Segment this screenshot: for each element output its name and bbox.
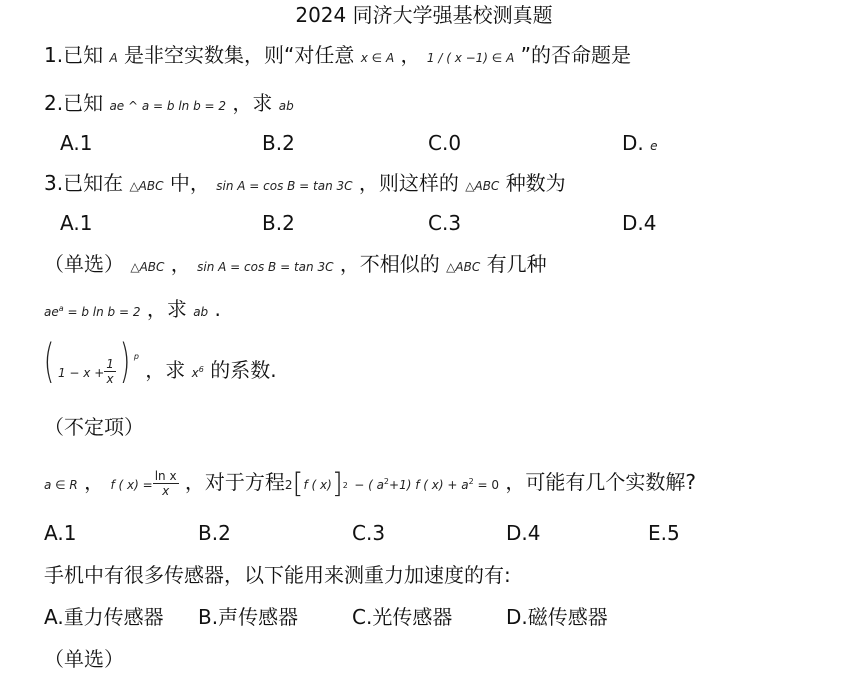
q6-frac-num: 1 bbox=[106, 357, 114, 371]
question-5 bbox=[44, 296, 221, 325]
q5-text-1: ，求 bbox=[146, 297, 187, 321]
q6-text-2: 的系数. bbox=[210, 358, 277, 382]
q7-math-bracket-sup: 2 bbox=[342, 481, 348, 490]
q1-text-1: 是非空实数集，则“对任意 bbox=[124, 43, 355, 67]
q2-prefix: 2.已知 bbox=[44, 91, 104, 115]
q8-text: 手机中有很多传感器，以下能用来测重力加速度的有: bbox=[44, 563, 511, 587]
q6-exponent: p bbox=[133, 352, 139, 361]
q2-option-d-math: e bbox=[650, 139, 658, 153]
q2-math-equation: ae ^ a = b ln b = 2 bbox=[109, 99, 227, 113]
question-4 bbox=[44, 251, 547, 280]
q4-text-1: ， bbox=[170, 252, 191, 276]
question-1 bbox=[44, 42, 631, 71]
q7-text-3: ，可能有几个实数解? bbox=[505, 470, 696, 494]
q7-tag: （不定项） bbox=[44, 415, 144, 439]
page-title bbox=[0, 2, 848, 28]
q6-text-1: ，求 bbox=[145, 358, 186, 382]
q7-option-b: B.2 bbox=[198, 521, 231, 545]
q2-text-1: ，求 bbox=[232, 91, 273, 115]
q3-math-trig: sin A = cos B = tan 3C bbox=[216, 179, 353, 193]
q7-math-coeff: − ( $a^2+1$) f ( $x) + a^2 = 0$ bbox=[354, 477, 499, 492]
q7-option-a: A.1 bbox=[44, 521, 77, 545]
q3-text-2: ，则这样的 bbox=[358, 171, 459, 195]
question-8 bbox=[44, 562, 511, 588]
q6-left-paren: ( bbox=[43, 334, 55, 388]
q4-math-triangle: △ABC bbox=[130, 260, 165, 274]
q1-math-reciprocal: 1 / ( x −1) ∈ A bbox=[426, 51, 515, 65]
q2-option-b: B.2 bbox=[262, 131, 295, 155]
q7-option-d: D.4 bbox=[506, 521, 541, 545]
q3-option-c: C.3 bbox=[428, 211, 462, 235]
q1-math-x-in-a: x ∈ A bbox=[360, 51, 395, 65]
q6-math-expr: 1 − x + bbox=[57, 366, 105, 380]
q6-fraction bbox=[104, 357, 116, 386]
q5-math-ae: $ae^a = b$ ln b = 2 bbox=[44, 304, 141, 319]
q7-left-bracket: [ bbox=[292, 466, 304, 500]
question-6 bbox=[40, 334, 277, 390]
q5-text-2: . bbox=[214, 297, 221, 321]
q7-frac-num: ln x bbox=[154, 469, 177, 483]
q6-math-x6: $x^6$ bbox=[191, 365, 204, 380]
q1-text-3: ”的否命题是 bbox=[520, 43, 632, 67]
q8-option-d: D.磁传感器 bbox=[506, 605, 608, 629]
q4-math-trig: sin A = cos B = tan 3C bbox=[197, 260, 334, 274]
q3-text-1: 中， bbox=[169, 171, 210, 195]
question-3 bbox=[44, 170, 566, 199]
q3-option-d: D.4 bbox=[622, 211, 657, 235]
q8-option-c: C.光传感器 bbox=[352, 605, 453, 629]
q7-fraction bbox=[153, 469, 179, 498]
title-text: 2024 同济大学强基校测真题 bbox=[295, 3, 553, 27]
q8-tag: （单选） bbox=[44, 647, 124, 671]
q2-option-a: A.1 bbox=[60, 131, 93, 155]
q7-math-a-in-r: a ∈ R bbox=[44, 478, 78, 492]
q7-text-2: ，对于方程 bbox=[184, 470, 285, 494]
q3-math-triangle-2: △ABC bbox=[465, 179, 500, 193]
q7-math-fx: f ( x) = bbox=[110, 478, 153, 492]
q1-prefix: 1.已知 bbox=[44, 43, 104, 67]
question-7 bbox=[44, 462, 696, 504]
question-7-tag bbox=[44, 414, 144, 440]
q6-right-paren: ) bbox=[119, 334, 131, 388]
q4-math-triangle-2: △ABC bbox=[446, 260, 481, 274]
q3-text-3: 种数为 bbox=[505, 171, 566, 195]
q8-option-b: B.声传感器 bbox=[198, 605, 299, 629]
q7-text-1: ， bbox=[84, 470, 105, 494]
q3-option-b: B.2 bbox=[262, 211, 295, 235]
q2-option-c: C.0 bbox=[428, 131, 462, 155]
q7-math-two: 2 bbox=[284, 478, 293, 492]
q7-frac-den: x bbox=[162, 484, 170, 498]
q1-text-2: ， bbox=[400, 43, 421, 67]
q1-math-a: A bbox=[109, 51, 118, 65]
q2-option-d bbox=[622, 130, 658, 159]
q4-text-2: ，不相似的 bbox=[339, 252, 440, 276]
q7-option-c: C.3 bbox=[352, 521, 386, 545]
question-8-tag bbox=[44, 646, 124, 672]
q3-prefix: 3.已知在 bbox=[44, 171, 124, 195]
q2-math-ab: ab bbox=[278, 99, 294, 113]
q8-option-a: A.重力传感器 bbox=[44, 605, 164, 629]
q3-option-a: A.1 bbox=[60, 211, 93, 235]
q7-option-e: E.5 bbox=[648, 521, 680, 545]
q7-right-bracket: ] bbox=[331, 466, 343, 500]
q4-text-3: 有几种 bbox=[486, 252, 547, 276]
q6-frac-den: x bbox=[106, 372, 114, 386]
q2-option-d-prefix: D. bbox=[622, 131, 644, 155]
q3-math-triangle: △ABC bbox=[129, 179, 164, 193]
question-2 bbox=[44, 90, 294, 119]
q5-math-ab: ab bbox=[193, 305, 209, 319]
q7-math-fx-inner: f ( x) bbox=[303, 478, 332, 492]
q4-tag: （单选） bbox=[44, 252, 124, 276]
